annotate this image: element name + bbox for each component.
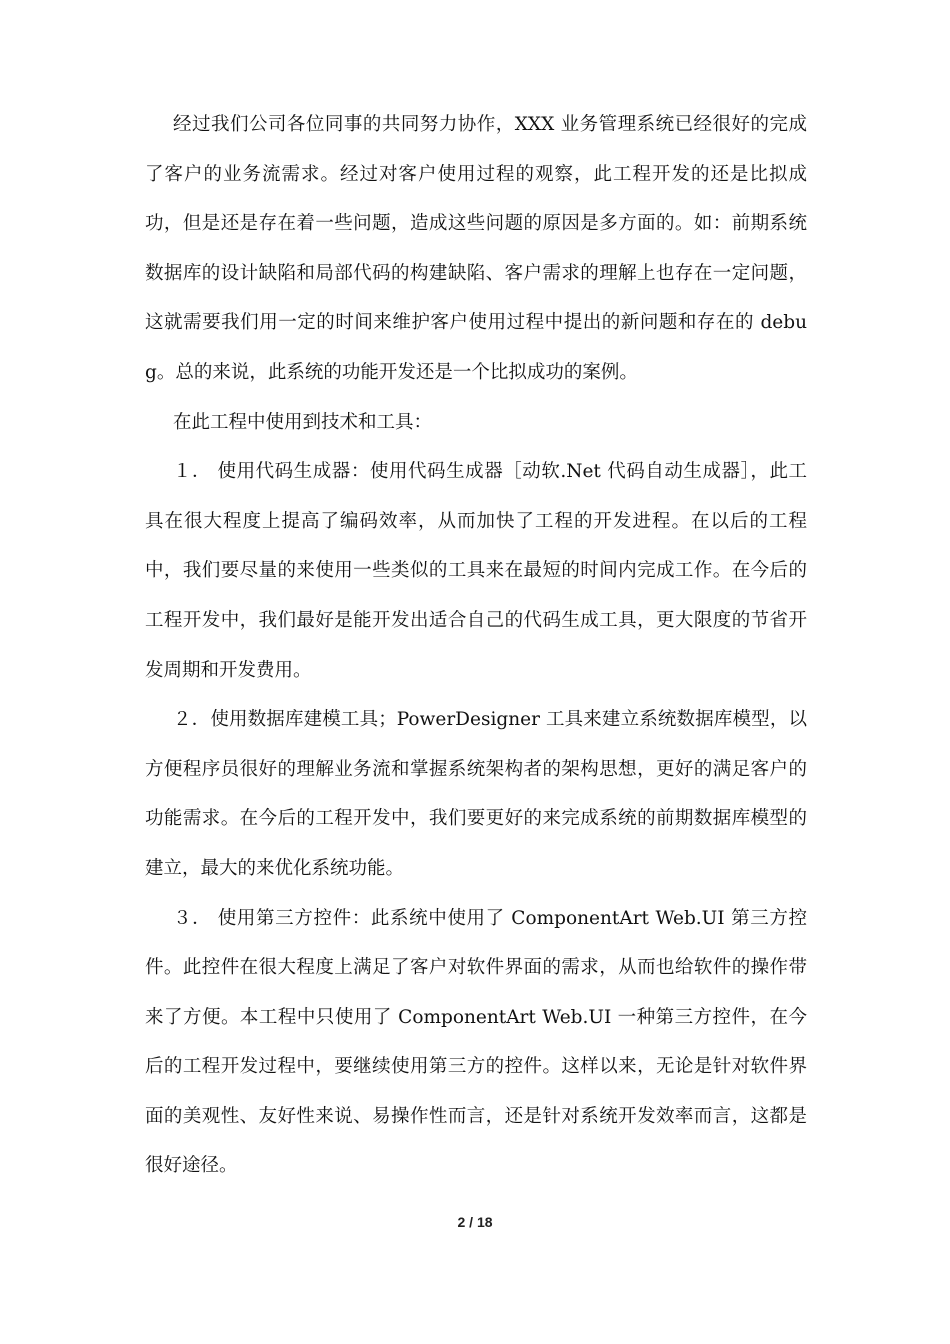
paragraph-item-third-party-controls: ３． 使用第三方控件：此系统中使用了 ComponentArt Web.UI 第三方控件。此控件在很大程度上满足了客户对软件界面的需求，从而也给软件的操作带来了方便。本工程中只使用了 ComponentArt Web.UI 一种第三方控件，在今后的工程开发过程中，要继续使用第三方的控件。这样以来，无论是针对软件界面的美观性、友好性来说、易操作性而言，还是针对系统开发效率而言，这都是很好途径。 [145, 907, 807, 1177]
paragraph-item-database-modeling: ２．使用数据库建模工具；PowerDesigner 工具来建立系统数据库模型，以方便程序员很好的理解业务流和掌握系统架构者的架构思想，更好的满足客户的功能需求。在今后的工程开发中，我们要更好的来完成系统的前期数据库模型的建立，最大的来优化系统功能。 [145, 709, 807, 879]
paragraph-tools-intro: 在此工程中使用到技术和工具： [173, 411, 433, 433]
paragraph-summary: 经过我们公司各位同事的共同努力协作，XXX 业务管理系统已经很好的完成了客户的业务流需求。经过对客户使用过程的观察，此工程开发的还是比拟成功，但是还是存在着一些问题，造成这些问题的原因是多方面的。如：前期系统数据库的设计缺陷和局部代码的构建缺陷、客户需求的理解上也存在一定问题，这就需要我们用一定的时间来维护客户使用过程中提出的新问题和存在的 debug。总的来说，此系统的功能开发还是一个比拟成功的案例。 [145, 114, 807, 383]
page-number: 2 / 18 [457, 1214, 493, 1230]
paragraph-item-code-generator: １． 使用代码生成器：使用代码生成器［动软.Net 代码自动生成器］，此工具在很大程度上提高了编码效率，从而加快了工程的开发进程。在以后的工程中，我们要尽量的来使用一些类似的工具来在最短的时间内完成工作。在今后的工程开发中，我们最好是能开发出适合自己的代码生成工具，更大限度的节省开发周期和开发费用。 [145, 461, 807, 681]
document-body [145, 100, 807, 1191]
